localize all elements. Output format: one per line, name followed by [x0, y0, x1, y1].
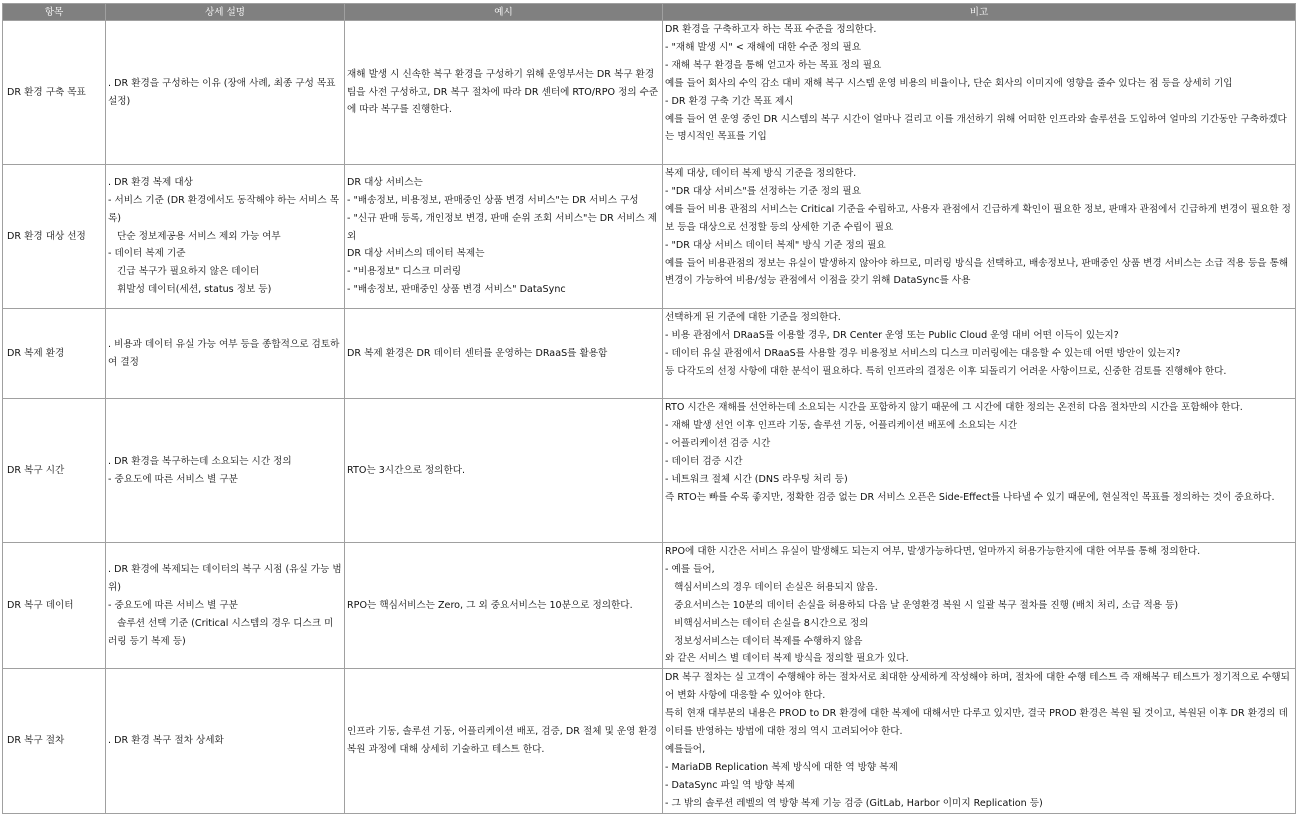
table-row [3, 543, 1296, 669]
cell-item: DR 복구 시간 [3, 399, 106, 543]
cell-item: DR 복제 환경 [3, 309, 106, 399]
cell-item: DR 환경 구축 목표 [3, 21, 106, 165]
cell-detail: . 비용과 데이터 유실 가능 여부 등을 종합적으로 검토하여 결정 [106, 309, 345, 399]
cell-example: 재해 발생 시 신속한 복구 환경을 구성하기 위해 운영부서는 DR 복구 환경 팀을 사전 구성하고, DR 복구 절차에 따라 DR 센터에 RTO/RPO 정의 수준에 따라 복구를 진행한다. [345, 21, 663, 165]
cell-detail: . DR 환경을 구성하는 이유 (장애 사례, 최종 구성 목표 설정) [106, 21, 345, 165]
header-note: 비고 [663, 4, 1296, 21]
table-row [3, 399, 1296, 543]
cell-item: DR 복구 절차 [3, 669, 106, 813]
cell-note: RPO에 대한 시간은 서비스 유실이 발생해도 되는지 여부, 발생가능하다면, 얼마까지 허용가능한지에 대한 여부를 통해 정의한다. - 예를 들어, 핵심서비스의 경우 데이터 손실은 허용되지 않음. 중요서비스는 10분의 데이터 손실을 허용하되 다음 날 운영환경 복원 시 일괄 복구 절차를 진행 (배치 처리, 소급 적용 등) 비핵심서비스는 데이터 손실을 8시간으로 정의 정보성서비스는 데이터 복제를 수행하지 않음 와 같은 서비스 별 데이터 복제 방식을 정의할 필요가 있다. [663, 543, 1296, 669]
dr-requirements-table [2, 3, 1296, 814]
cell-note: RTO 시간은 재해를 선언하는데 소요되는 시간을 포함하지 않기 때문에 그 시간에 대한 정의는 온전히 다음 절차만의 시간을 포함해야 한다. - 재해 발생 선언 이후 인프라 기동, 솔루션 기동, 어플리케이션 배포에 소요되는 시간 - 어플리케이션 검증 시간 - 데이터 검증 시간 - 네트워크 절체 시간 (DNS 라우팅 처리 등) 즉 RTO는 빠를 수록 좋지만, 정확한 검증 없는 DR 서비스 오픈은 Side-Effect를 나타낼 수 있기 때문에, 현실적인 목표를 정의하는 것이 중요하다. [663, 399, 1296, 543]
header-detail: 상세 설명 [106, 4, 345, 21]
cell-example: RTO는 3시간으로 정의한다. [345, 399, 663, 543]
table-row [3, 309, 1296, 399]
header-example: 예시 [345, 4, 663, 21]
cell-item: DR 복구 데이터 [3, 543, 106, 669]
table-row [3, 21, 1296, 165]
cell-note: DR 환경을 구축하고자 하는 목표 수준을 정의한다. - "재해 발생 시" < 재해에 대한 수준 정의 필요 - 재해 복구 환경을 통해 얻고자 하는 목표 정의 필요 예를 들어 회사의 수익 감소 대비 재해 복구 시스템 운영 비용의 비율이나, 단순 회사의 이미지에 영향을 줄수 있다는 점 등을 상세히 기입 - DR 환경 구축 기간 목표 제시 예를 들어 연 운영 중인 DR 시스템의 복구 시간이 얼마나 걸리고 이를 개선하기 위해 어떠한 인프라와 솔루션을 도입하여 얼마의 기간동안 구축하겠다는 명시적인 목표를 기입 [663, 21, 1296, 165]
header-item: 항목 [3, 4, 106, 21]
cell-detail: . DR 환경 복제 대상 - 서비스 기준 (DR 환경에서도 동작해야 하는 서비스 목록) 단순 정보제공용 서비스 제외 가능 여부 - 데이터 복제 기준 긴급 복구가 필요하지 않은 데이터 휘발성 데이터(세션, status 정보 등) [106, 165, 345, 309]
cell-example: 인프라 기동, 솔루션 기동, 어플리케이션 배포, 검증, DR 절체 및 운영 환경 복원 과정에 대해 상세히 기술하고 테스트 한다. [345, 669, 663, 813]
cell-detail: . DR 환경을 복구하는데 소요되는 시간 정의 - 중요도에 따른 서비스 별 구분 [106, 399, 345, 543]
cell-example: RPO는 핵심서비스는 Zero, 그 외 중요서비스는 10분으로 정의한다. [345, 543, 663, 669]
cell-example: DR 복제 환경은 DR 데이터 센터를 운영하는 DRaaS를 활용함 [345, 309, 663, 399]
cell-detail: . DR 환경에 복제되는 데이터의 복구 시점 (유실 가능 범위) - 중요도에 따른 서비스 별 구분 솔루션 선택 기준 (Critical 시스템의 경우 디스크 미러링 등기 복제 등) [106, 543, 345, 669]
cell-detail: . DR 환경 복구 절차 상세화 [106, 669, 345, 813]
cell-item: DR 환경 대상 선정 [3, 165, 106, 309]
table-row [3, 669, 1296, 813]
cell-note: 선택하게 된 기준에 대한 기준을 정의한다. - 비용 관점에서 DRaaS를 이용할 경우, DR Center 운영 또는 Public Cloud 운영 대비 어떤 이득이 있는지? - 데이터 유실 관점에서 DRaaS를 사용할 경우 비용정보 서비스의 디스크 미러링에는 대응할 수 있는데 어떤 방안이 있는지? 등 다각도의 선정 사항에 대한 분석이 필요하다. 특히 인프라의 결정은 이후 되돌리기 어려운 사항이므로, 신중한 검토를 진행해야 한다. [663, 309, 1296, 399]
cell-note: DR 복구 절차는 실 고객이 수행해야 하는 절차서로 최대한 상세하게 작성해야 하며, 절차에 대한 수행 테스트 즉 재해복구 테스트가 정기적으로 수행되어 변화 사항에 대응할 수 있어야 한다. 특히 현재 대부분의 내용은 PROD to DR 환경에 대한 복제에 대해서만 다루고 있지만, 결국 PROD 환경은 복원 될 것이고, 복원된 이후 DR 환경의 데이터를 반영하는 방법에 대한 정의 역시 고려되어야 한다. 예를들어, - MariaDB Replication 복제 방식에 대한 역 방향 복제 - DataSync 파일 역 방향 복제 - 그 밖의 솔루션 레벨의 역 방향 복제 기능 검증 (GitLab, Harbor 이미지 Replication 등) [663, 669, 1296, 813]
cell-note: 복제 대상, 데이터 복제 방식 기준을 정의한다. - "DR 대상 서비스"를 선정하는 기준 정의 필요 예를 들어 비용 관점의 서비스는 Critical 기준을 수립하고, 사용자 관점에서 긴급하게 확인이 필요한 정보, 판매자 관점에서 긴급하게 변경이 필요한 정보 등을 대상으로 선정할 등의 상세한 기준 수립이 필요 - "DR 대상 서비스 데이터 복제" 방식 기준 정의 필요 예를 들어 비용관점의 정보는 유실이 발생하지 않아야 하므로, 미러링 방식을 선택하고, 배송정보나, 판매중인 상품 변경 서비스는 소급 적용 등을 통해 변경이 가능하여 비용/성능 관점에서 이점을 갖기 위해 DataSync를 사용 [663, 165, 1296, 309]
cell-example: DR 대상 서비스는 - "배송정보, 비용정보, 판매중인 상품 변경 서비스"는 DR 서비스 구성 - "신규 판매 등록, 개인정보 변경, 판매 순위 조회 서비스"는 DR 서비스 제외 DR 대상 서비스의 데이터 복제는 - "비용정보" 디스크 미러링 - "배송정보, 판매중인 상품 변경 서비스" DataSync [345, 165, 663, 309]
header-row [3, 4, 1296, 21]
table-row [3, 165, 1296, 309]
